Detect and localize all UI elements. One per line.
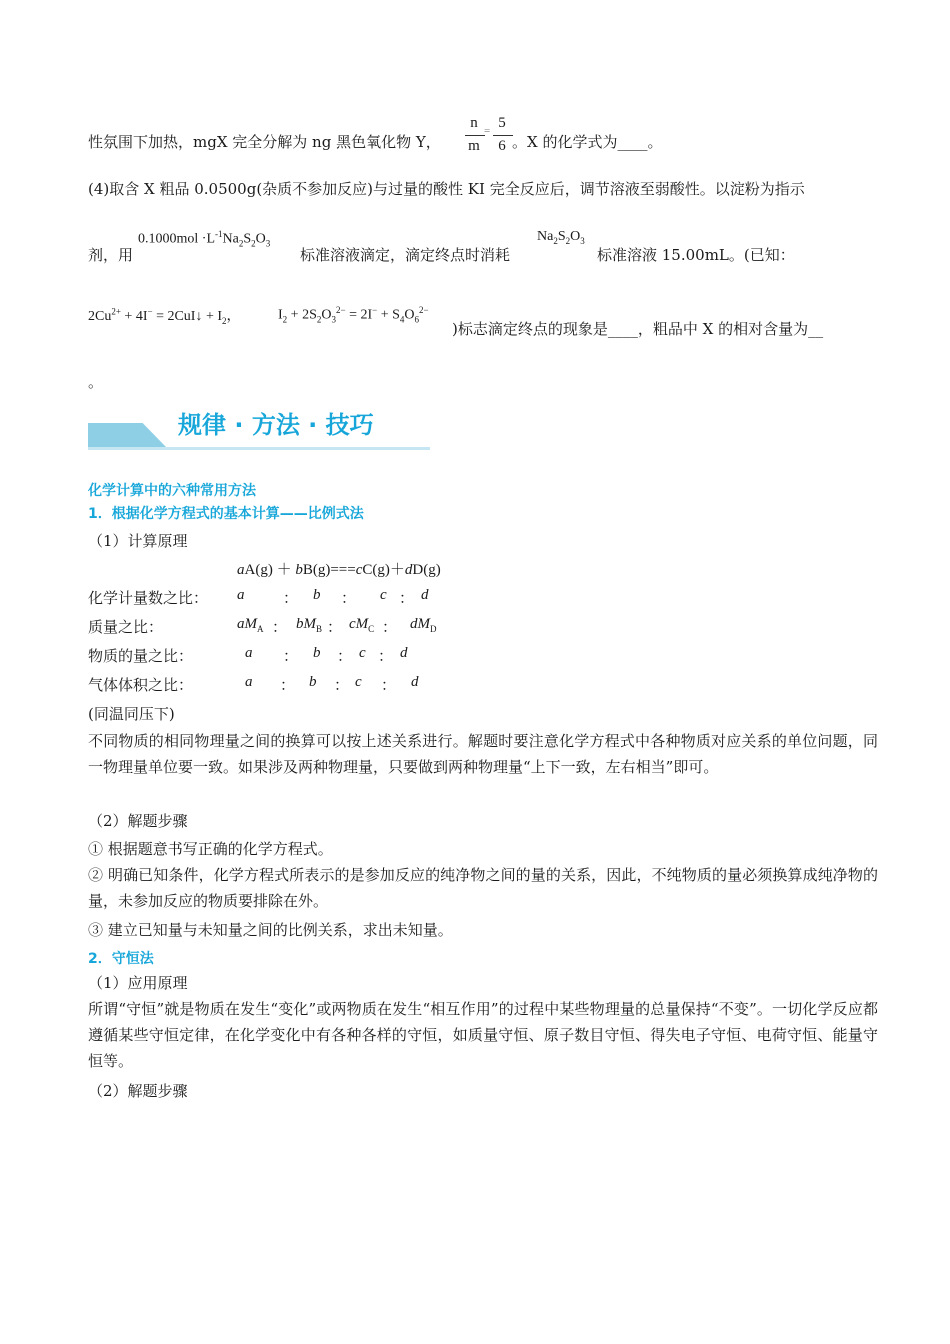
cell: ： xyxy=(381,678,397,694)
subheading-steps-2: （2）解题步骤 xyxy=(88,1082,188,1100)
cell: ： xyxy=(280,678,296,694)
cell: $aM_A$ xyxy=(237,616,264,634)
titrant-formula: $Na_2S_2O_3$ xyxy=(537,229,585,246)
cell: ： xyxy=(382,620,398,636)
cell: ： xyxy=(283,649,299,665)
cell: c xyxy=(355,674,362,690)
cell: $bM_B$ xyxy=(296,616,323,634)
cell: a xyxy=(245,674,253,690)
banner-accent-shape xyxy=(88,423,166,447)
cell: ： xyxy=(334,678,350,694)
subheading-principle: （1）计算原理 xyxy=(88,532,188,550)
subheading-application: （1）应用原理 xyxy=(88,974,188,992)
cell: a xyxy=(237,587,245,603)
fraction-bar xyxy=(493,135,513,136)
step-3: ③ 建立已知量与未知量之间的比例关系，求出未知量。 xyxy=(88,921,453,939)
fraction-bar xyxy=(465,135,485,136)
q3-tail: 。X 的化学式为____。 xyxy=(512,133,663,151)
cell: ： xyxy=(337,649,353,665)
fraction-m-denominator: m xyxy=(468,138,480,154)
paragraph-conservation: 所谓“守恒”就是物质在发生“变化”或两物质在发生“相互作用”的过程中某些物理量的总量保持“不变”。一切化学反应都遵循某些守恒定律，在化学变化中有各种各样的守恒，如质量守恒、原子数目守恒、得失电子守恒、电荷守恒、能量守恒等。 xyxy=(88,1000,878,1070)
equals-sign: = xyxy=(484,125,491,137)
q4-line2-mid: 标准溶液滴定，滴定终点时消耗 xyxy=(300,246,511,264)
row-label-mass: 质量之比： xyxy=(88,618,164,636)
note-same-conditions: (同温同压下) xyxy=(88,705,175,723)
cell: a xyxy=(245,645,253,661)
q4-line1: (4)取含 X 粗品 0.0500g(杂质不参加反应)与过量的酸性 KI 完全反应后，调节溶液至弱酸性。以淀粉为指示 xyxy=(88,180,805,198)
cell: c xyxy=(359,645,366,661)
q3-text: 性氛围下加热，mgX 完全分解为 ng 黑色氧化物 Y， xyxy=(88,133,441,151)
cell: b xyxy=(313,587,321,603)
step-1: ① 根据题意书写正确的化学方程式。 xyxy=(88,840,333,858)
q4-line2-start: 剂，用 xyxy=(88,246,134,264)
heading-conservation-method: 2．守恒法 xyxy=(88,951,154,967)
row-label-coefficient: 化学计量数之比： xyxy=(88,589,209,607)
cell: ： xyxy=(378,649,394,665)
heading-ratio-method: 1．根据化学方程式的基本计算——比例式法 xyxy=(88,506,364,522)
fraction-6-denominator: 6 xyxy=(498,138,506,154)
cell: b xyxy=(309,674,317,690)
q4-line3-tail: )标志滴定终点的现象是____，粗品中 X 的相对含量为__ xyxy=(452,320,824,338)
equation-1: $2Cu^{2+} + 4I^-$ = 2CuI↓ + $I_2$， xyxy=(88,306,241,326)
row-label-moles: 物质的量之比： xyxy=(88,647,194,665)
cell: d xyxy=(400,645,408,661)
cell: $cM_C$ xyxy=(349,616,375,634)
step-2: ② 明确已知条件，化学方程式所表示的是参加反应的纯净物之间的量的关系，因此，不纯物质的量必须换算成纯净物的量，未参加反应的物质要排除在外。 xyxy=(88,866,878,910)
paragraph-ratio-explanation: 不同物质的相同物理量之间的换算可以按上述关系进行。解题时要注意化学方程式中各种物质对应关系的单位问题，同一物理量单位要一致。如果涉及两种物理量，只要做到两种物理量“上下一致，左右相当”即可。 xyxy=(88,732,878,776)
cell: ： xyxy=(327,620,343,636)
row-label-volume: 气体体积之比： xyxy=(88,676,194,694)
q4-line4: 。 xyxy=(88,373,104,391)
fraction-5-numerator: 5 xyxy=(498,115,506,131)
cell: b xyxy=(313,645,321,661)
section-heading: 化学计算中的六种常用方法 xyxy=(88,483,256,499)
cell: d xyxy=(411,674,419,690)
titrant-concentration: $0.1000mol \cdot L^{-1}Na_2S_2O_3$ xyxy=(138,229,271,249)
subheading-steps: （2）解题步骤 xyxy=(88,812,188,830)
cell: ： xyxy=(341,591,357,607)
reaction-equation: aA(g) ＋ bB(g)===cC(g)＋dD(g) xyxy=(237,562,441,578)
cell: ： xyxy=(283,591,299,607)
cell: $dM_D$ xyxy=(410,616,437,634)
fraction-n-numerator: n xyxy=(470,115,478,131)
cell: c xyxy=(380,587,387,603)
q4-line2-end: 标准溶液 15.00mL。(已知： xyxy=(597,246,795,264)
cell: ： xyxy=(399,591,415,607)
cell: ： xyxy=(272,620,288,636)
equation-2: $I_2 + 2S_2O_3^{2-} = 2I^- + S_4O_6^{2-}$ xyxy=(278,305,429,325)
cell: d xyxy=(421,587,429,603)
banner-underline xyxy=(88,447,430,450)
banner-title: 规律 · 方法 · 技巧 xyxy=(178,411,374,439)
